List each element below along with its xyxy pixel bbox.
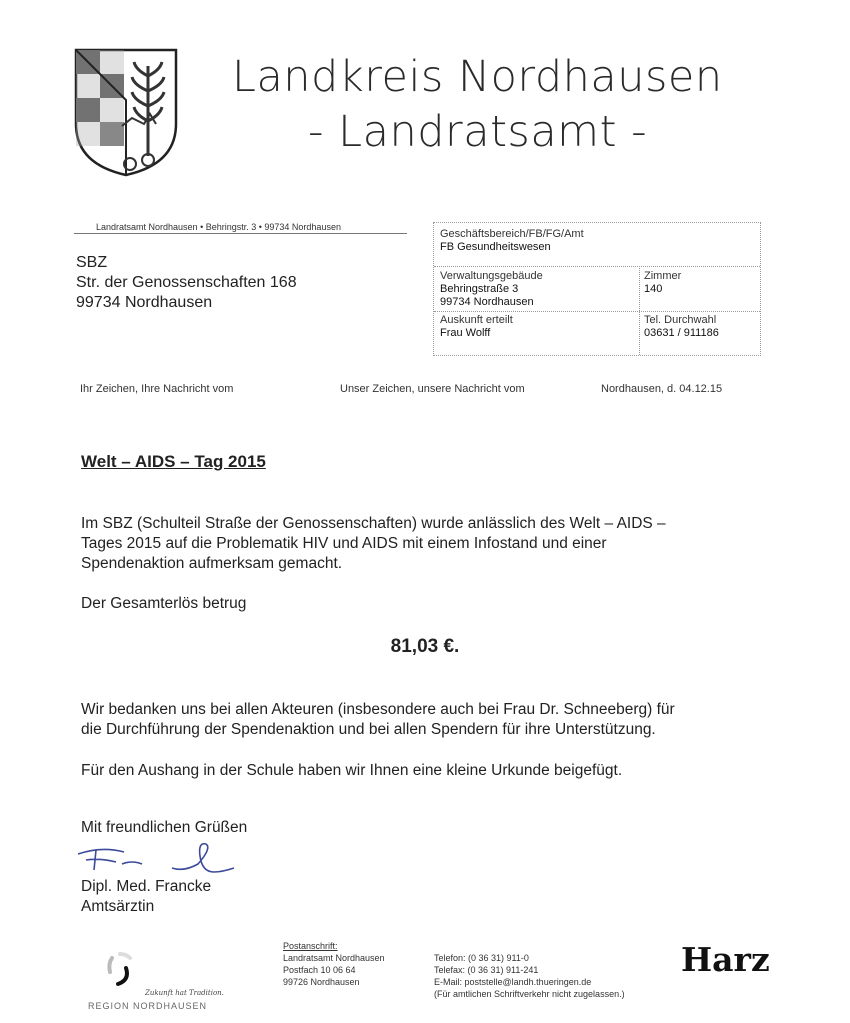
- divider: [434, 266, 760, 267]
- footer-fax: Telefax: (0 36 31) 911-241: [434, 965, 539, 975]
- department-value: FB Gesundheitswesen: [440, 241, 551, 253]
- postal-line-3: 99726 Nordhausen: [283, 977, 360, 987]
- place-date: Nordhausen, d. 04.12.15: [601, 383, 723, 395]
- phone-value: 03631 / 911186: [644, 327, 719, 339]
- page-subtitle: - Landratsamt -: [308, 107, 648, 157]
- contact-label: Auskunft erteilt: [440, 314, 513, 326]
- postal-label: Postanschrift:: [283, 941, 338, 951]
- recipient-city: 99734 Nordhausen: [76, 294, 213, 311]
- our-reference: Unser Zeichen, unsere Nachricht vom: [340, 383, 525, 395]
- region-slogan: Zukunft hat Tradition.: [145, 989, 224, 997]
- footer-email: E-Mail: poststelle@landh.thueringen.de: [434, 977, 592, 987]
- body-paragraph-1-line-2: Tages 2015 auf die Problematik HIV und AIDS mit einem Infostand und einer: [81, 535, 607, 552]
- signer-title: Amtsärztin: [81, 898, 155, 915]
- building-label: Verwaltungsgebäude: [440, 270, 543, 282]
- room-value: 140: [644, 283, 663, 295]
- footer-email-note: (Für amtlichen Schriftverkehr nicht zugelassen.): [434, 989, 625, 999]
- department-label: Geschäftsbereich/FB/FG/Amt: [440, 228, 584, 240]
- recipient-street: Str. der Genossenschaften 168: [76, 274, 297, 291]
- sender-divider: [74, 233, 407, 234]
- phone-label: Tel. Durchwahl: [644, 314, 717, 326]
- divider: [434, 311, 760, 312]
- room-label: Zimmer: [644, 270, 682, 282]
- your-reference: Ihr Zeichen, Ihre Nachricht vom: [80, 383, 234, 395]
- sender-line: Landratsamt Nordhausen • Behringstr. 3 • 99734 Nordhausen: [96, 222, 341, 232]
- info-box: [433, 222, 761, 356]
- contact-value: Frau Wolff: [440, 327, 491, 339]
- body-paragraph-1-line-3: Spendenaktion aufmerksam gemacht.: [81, 555, 343, 572]
- closing-greeting: Mit freundlichen Grüßen: [81, 819, 248, 836]
- recipient-name: SBZ: [76, 254, 108, 271]
- region-name: REGION NORDHAUSEN: [88, 1001, 208, 1011]
- donation-amount: 81,03 €.: [390, 636, 460, 657]
- body-paragraph-3-line-2: die Durchführung der Spendenaktion und bei allen Spendern für ihre Unterstützung.: [81, 721, 656, 738]
- coat-of-arms-icon: [72, 46, 180, 178]
- harz-logo: Harz: [681, 940, 770, 979]
- subject-line: Welt – AIDS – Tag 2015: [81, 452, 266, 471]
- body-paragraph-3-line-1: Wir bedanken uns bei allen Akteuren (insbesondere auch bei Frau Dr. Schneeberg) für: [81, 701, 675, 718]
- building-street: Behringstraße 3: [440, 283, 519, 295]
- footer-phone: Telefon: (0 36 31) 911-0: [434, 953, 529, 963]
- region-logo-icon: [100, 950, 140, 990]
- body-paragraph-4: Für den Aushang in der Schule haben wir Ihnen eine kleine Urkunde beigefügt.: [81, 762, 623, 779]
- postal-line-1: Landratsamt Nordhausen: [283, 953, 385, 963]
- body-paragraph-1-line-1: Im SBZ (Schulteil Straße der Genossenschaften) wurde anlässlich des Welt – AIDS –: [81, 515, 666, 532]
- postal-line-2: Postfach 10 06 64: [283, 965, 356, 975]
- body-paragraph-2: Der Gesamterlös betrug: [81, 595, 247, 612]
- page-title: Landkreis Nordhausen: [232, 52, 723, 102]
- signer-name: Dipl. Med. Francke: [81, 878, 212, 895]
- building-city: 99734 Nordhausen: [440, 296, 534, 308]
